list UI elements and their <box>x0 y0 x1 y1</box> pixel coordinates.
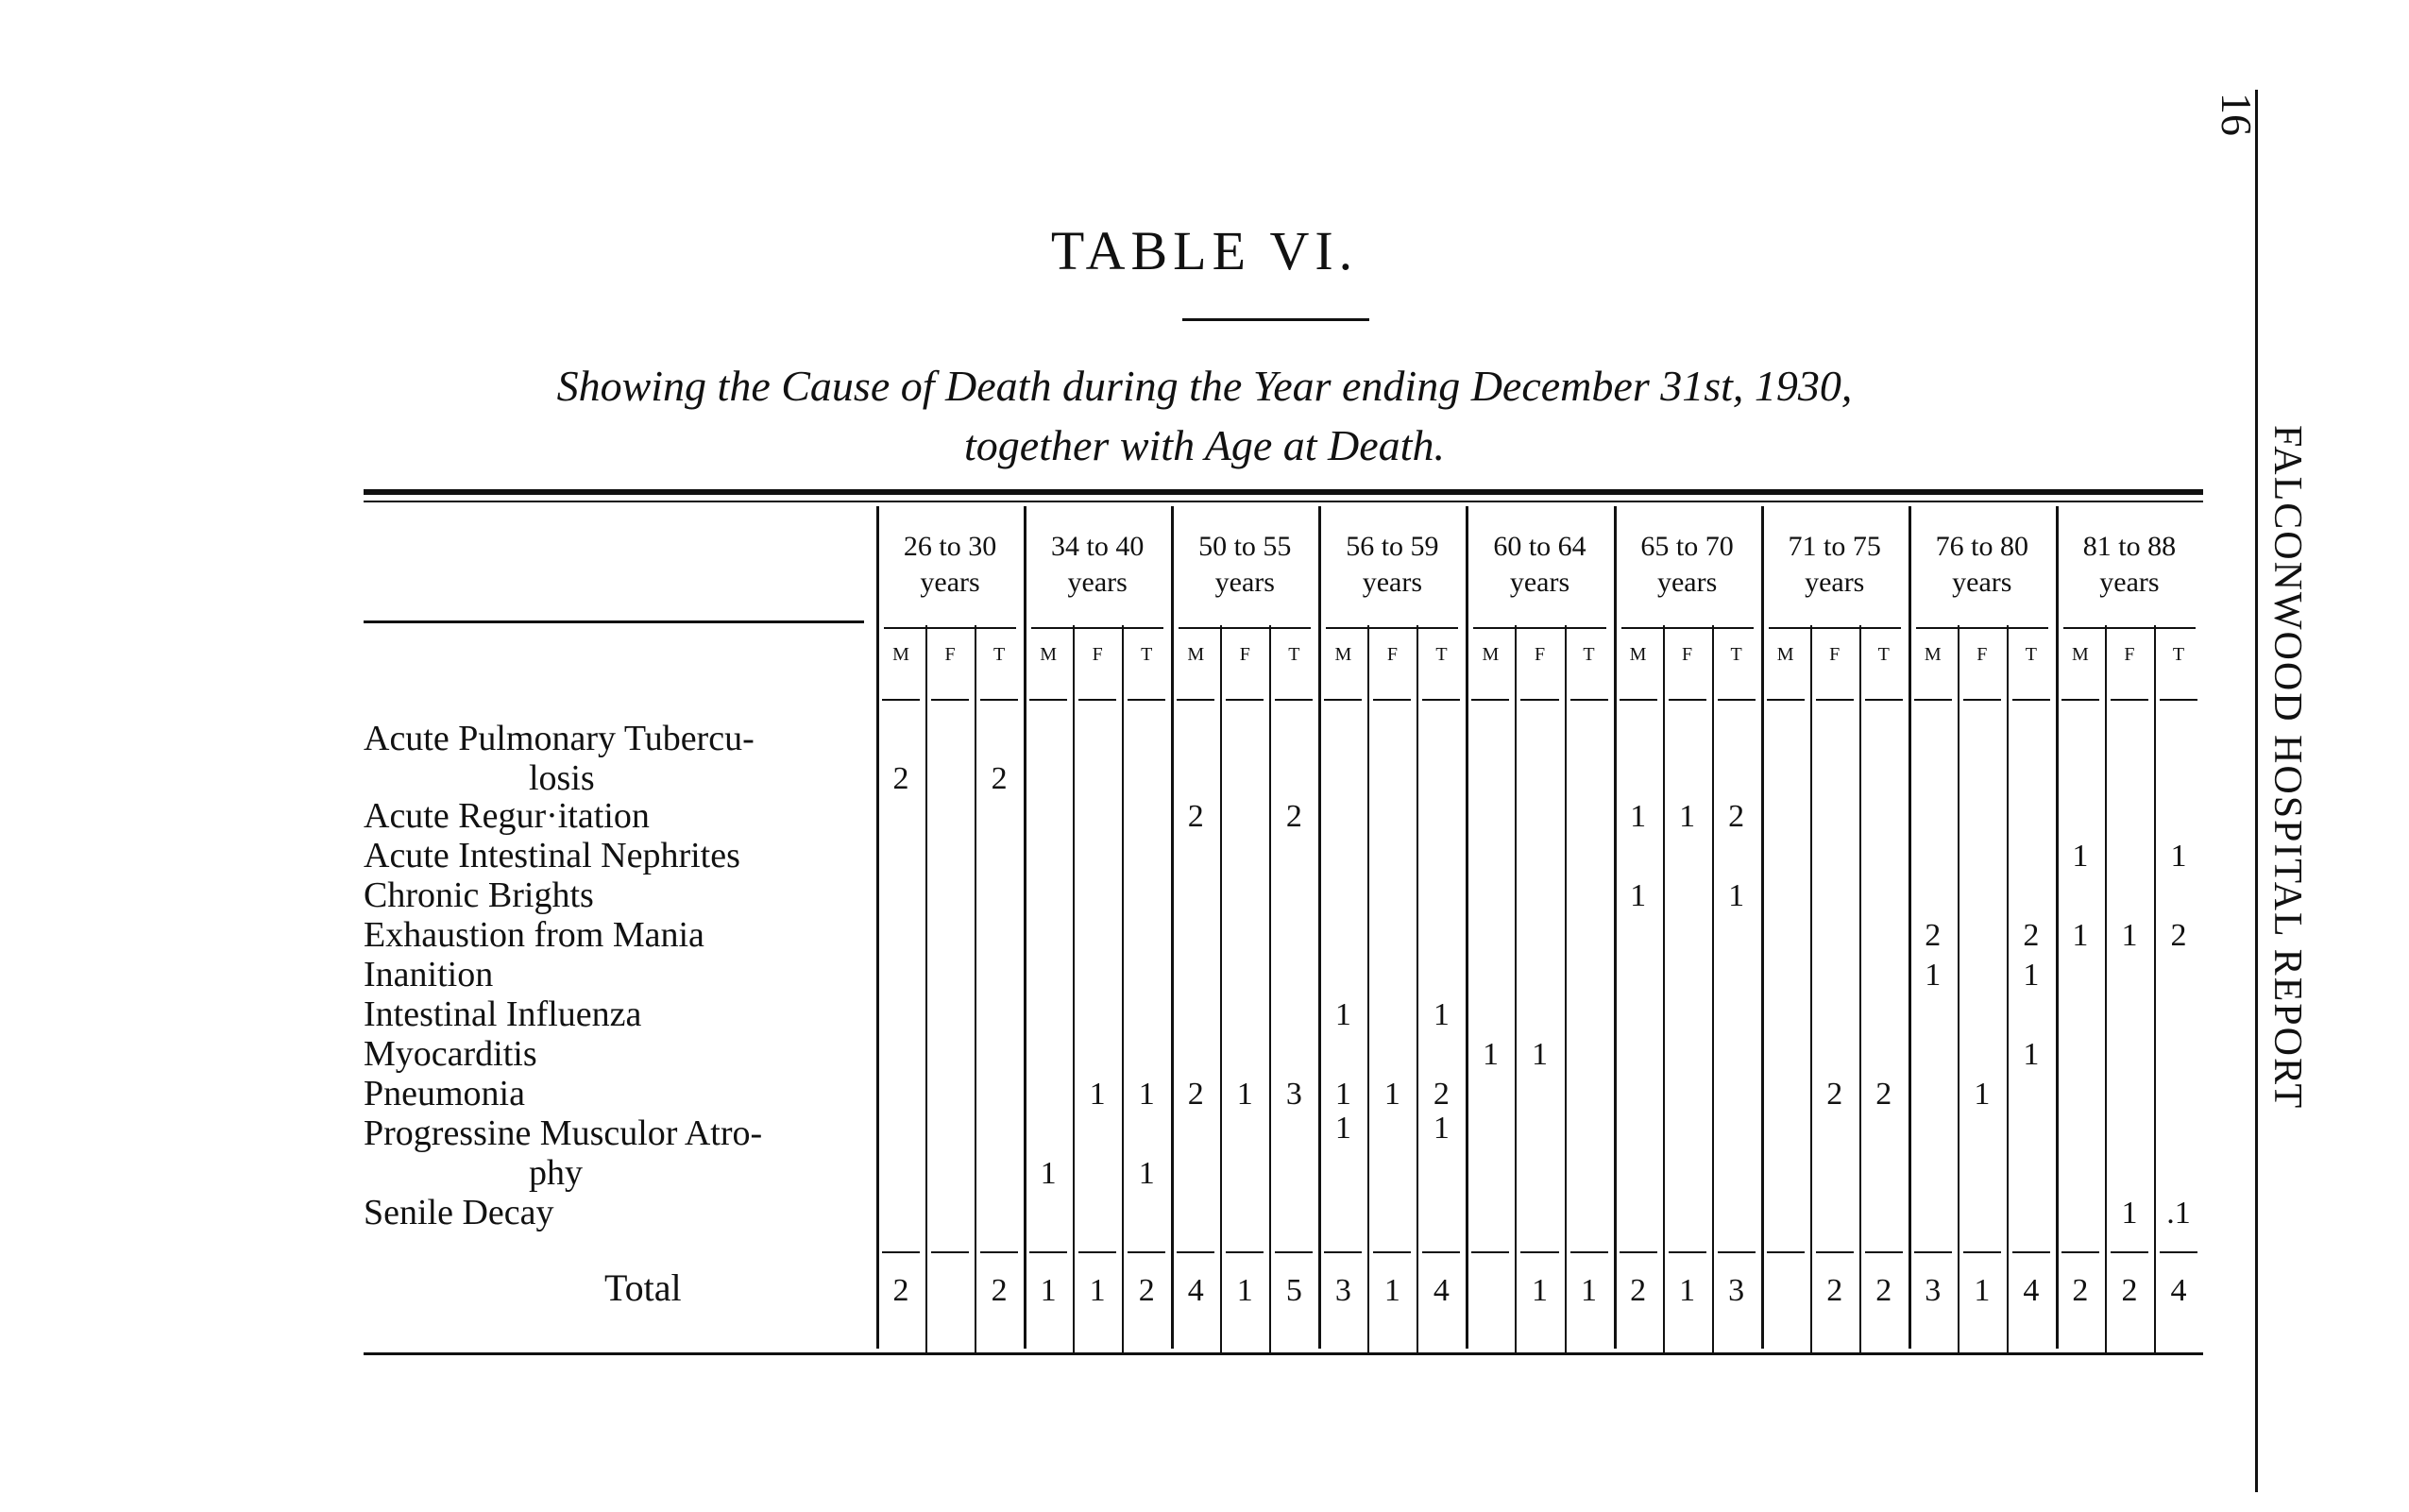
cause-label-continued <box>529 1152 583 1194</box>
column-divider <box>1565 625 1567 1352</box>
age-group-range: 56 to 59 <box>1346 531 1439 562</box>
total-overline <box>1471 1251 1509 1253</box>
age-group-header <box>1614 529 1761 601</box>
sex-column-header: T <box>1583 644 1595 665</box>
cell-value: 1 <box>1334 1111 1351 1146</box>
total-overline <box>1177 1251 1214 1253</box>
total-value: 1 <box>1679 1273 1696 1308</box>
total-value: 2 <box>892 1273 909 1308</box>
sex-column-header: F <box>1534 644 1546 665</box>
age-group-unit: years <box>1509 567 1570 598</box>
total-overline <box>1422 1251 1460 1253</box>
age-group-underline <box>1769 627 1901 629</box>
sex-column-header: T <box>2172 644 2185 665</box>
total-overline <box>2061 1251 2099 1253</box>
column-divider <box>1515 625 1517 1352</box>
cause-label <box>364 954 493 995</box>
total-overline <box>1816 1251 1854 1253</box>
cell-value: 2 <box>991 761 1008 796</box>
sex-header-underline <box>1520 699 1558 701</box>
sex-column-header: M <box>1629 644 1647 665</box>
age-group-unit: years <box>1067 567 1128 598</box>
sex-column-header: M <box>2072 644 2089 665</box>
sex-header-underline <box>1570 699 1608 701</box>
total-value: 2 <box>991 1273 1008 1308</box>
age-group-range: 71 to 75 <box>1788 531 1881 562</box>
cause-text: Intestinal Influenza <box>364 994 642 1034</box>
age-group-unit: years <box>1656 567 1718 598</box>
cell-value: 1 <box>1236 1077 1253 1112</box>
age-group-header <box>1171 529 1318 601</box>
total-overline <box>1128 1251 1165 1253</box>
sex-header-underline <box>1324 699 1362 701</box>
table-subtitle-line1: Showing the Cause of Death during the Year ending December 31st, 1930, <box>556 362 1853 410</box>
total-overline <box>1767 1251 1805 1253</box>
total-value: 4 <box>1433 1273 1450 1308</box>
total-value: 1 <box>1974 1273 1991 1308</box>
cell-value: 1 <box>2072 839 2089 874</box>
sex-header-underline <box>2012 699 2050 701</box>
total-value: 4 <box>1187 1273 1204 1308</box>
total-value: 1 <box>1089 1273 1106 1308</box>
column-divider <box>1810 625 1812 1352</box>
cell-value: 1 <box>1925 958 1942 993</box>
age-group-divider <box>2056 506 2059 1349</box>
total-value: 2 <box>1826 1273 1843 1308</box>
cause-text: Myocarditis <box>364 1034 537 1074</box>
cause-label <box>364 914 704 956</box>
total-value: 2 <box>1138 1273 1155 1308</box>
sex-header-underline <box>1275 699 1313 701</box>
sex-header-underline <box>882 699 920 701</box>
total-value: 2 <box>2072 1273 2089 1308</box>
total-overline <box>1570 1251 1608 1253</box>
age-group-underline <box>1031 627 1163 629</box>
cause-text: Exhaustion from Mania <box>364 915 704 955</box>
age-group-unit: years <box>1214 567 1275 598</box>
age-group-divider <box>1909 506 1911 1349</box>
sex-header-underline <box>931 699 969 701</box>
cause-text: Acute Intestinal Nephrites <box>364 836 740 875</box>
sex-column-header: M <box>1334 644 1352 665</box>
total-value: 1 <box>1383 1273 1400 1308</box>
sex-header-underline <box>980 699 1018 701</box>
age-group-range: 76 to 80 <box>1935 531 2028 562</box>
column-divider <box>1073 625 1075 1352</box>
cell-value: .1 <box>2166 1196 2191 1231</box>
cell-value: 2 <box>1187 1077 1204 1112</box>
age-group-unit: years <box>1952 567 2012 598</box>
cell-value: 2 <box>1285 799 1302 834</box>
cell-value: 2 <box>1433 1077 1450 1112</box>
sex-column-header: F <box>944 644 956 665</box>
total-value: 2 <box>2121 1273 2138 1308</box>
cell-value: 2 <box>1925 918 1942 953</box>
age-group-header <box>2056 529 2203 601</box>
sex-column-header: T <box>1435 644 1448 665</box>
total-overline <box>1078 1251 1116 1253</box>
sex-header-underline <box>1029 699 1067 701</box>
sex-header-underline <box>1177 699 1214 701</box>
total-overline <box>1669 1251 1706 1253</box>
sex-column-header: M <box>1187 644 1205 665</box>
column-divider <box>925 625 927 1352</box>
cell-value: 2 <box>2023 918 2040 953</box>
cell-value: 1 <box>1728 878 1745 913</box>
cell-value: 1 <box>1433 1111 1450 1146</box>
age-group-range: 34 to 40 <box>1050 531 1145 562</box>
age-group-divider <box>1466 506 1468 1349</box>
age-group-range: 60 to 64 <box>1493 531 1586 562</box>
age-group-divider <box>1024 506 1026 1349</box>
total-value: 1 <box>1236 1273 1253 1308</box>
age-group-divider <box>1171 506 1174 1349</box>
column-divider <box>1712 625 1714 1352</box>
cause-text: Pneumonia <box>364 1074 525 1113</box>
total-overline <box>1226 1251 1264 1253</box>
sex-header-underline <box>1718 699 1756 701</box>
cause-label <box>364 875 594 916</box>
age-group-header <box>1024 529 1171 601</box>
total-value: 3 <box>1925 1273 1942 1308</box>
age-group-unit: years <box>1805 567 1865 598</box>
total-value: 1 <box>1532 1273 1548 1308</box>
cell-value: 1 <box>1383 1077 1400 1112</box>
sex-column-header: T <box>1877 644 1890 665</box>
total-overline <box>882 1251 920 1253</box>
cell-value: 2 <box>1728 799 1745 834</box>
cell-value: 1 <box>1334 997 1351 1032</box>
sex-column-header: T <box>1730 644 1742 665</box>
cell-value: 2 <box>2170 918 2187 953</box>
table-subtitle-line2: together with Age at Death. <box>964 421 1445 469</box>
table-bottom-rule <box>364 1352 2203 1355</box>
cell-value: 1 <box>1138 1156 1155 1191</box>
table-top-rule-thin <box>364 501 2203 502</box>
sex-header-underline <box>1816 699 1854 701</box>
sex-column-header: F <box>1682 644 1693 665</box>
cause-text: Acute Pulmonary Tubercu- <box>364 719 755 758</box>
age-group-underline <box>1621 627 1754 629</box>
cause-label <box>364 1192 554 1233</box>
total-value: 2 <box>1630 1273 1647 1308</box>
total-value: 4 <box>2170 1273 2187 1308</box>
sex-column-header: F <box>1239 644 1250 665</box>
cell-value: 1 <box>2170 839 2187 874</box>
age-group-underline <box>884 627 1016 629</box>
cell-value: 1 <box>2023 1037 2040 1072</box>
cause-text-continued: phy <box>529 1153 583 1193</box>
cell-value: 1 <box>1040 1156 1057 1191</box>
sex-column-header: T <box>2025 644 2037 665</box>
age-group-range: 26 to 30 <box>903 531 997 562</box>
age-group-range: 50 to 55 <box>1198 531 1292 562</box>
table-title: TABLE VI. <box>1050 220 1359 281</box>
cell-value: 2 <box>1826 1077 1843 1112</box>
cell-value: 1 <box>1089 1077 1106 1112</box>
sex-header-underline <box>2160 699 2197 701</box>
column-divider <box>1859 625 1861 1352</box>
cause-label <box>364 1073 525 1114</box>
sex-column-header: M <box>1924 644 1942 665</box>
cause-text: Inanition <box>364 955 494 994</box>
cell-value: 2 <box>892 761 909 796</box>
age-group-unit: years <box>1362 567 1423 598</box>
cause-text: Acute Regur·itation <box>364 796 650 836</box>
total-overline <box>1373 1251 1411 1253</box>
cell-value: 1 <box>2072 918 2089 953</box>
cause-text-continued: losis <box>529 758 595 798</box>
title-rule <box>1182 318 1369 321</box>
total-overline <box>1324 1251 1362 1253</box>
cause-text: Progressine Musculor Atro- <box>364 1113 763 1153</box>
age-group-range: 81 to 88 <box>2082 531 2177 562</box>
sex-header-underline <box>1078 699 1116 701</box>
column-divider <box>1367 625 1369 1352</box>
sex-column-header: M <box>1482 644 1500 665</box>
sex-column-header: F <box>1829 644 1841 665</box>
sex-column-header: M <box>1040 644 1058 665</box>
total-value: 5 <box>1285 1273 1302 1308</box>
cell-value: 3 <box>1285 1077 1302 1112</box>
running-title: FALCONWOOD HOSPITAL REPORT <box>2265 425 2309 1111</box>
age-group-divider <box>1318 506 1321 1349</box>
age-group-unit: years <box>2099 567 2160 598</box>
cause-label <box>364 718 755 759</box>
cell-value: 1 <box>2121 1196 2138 1231</box>
age-group-underline <box>1473 627 1605 629</box>
sex-header-underline <box>1471 699 1509 701</box>
column-divider <box>2007 625 2009 1352</box>
cell-value: 1 <box>1974 1077 1991 1112</box>
cause-label <box>364 1113 762 1154</box>
sex-column-header: F <box>1092 644 1103 665</box>
age-group-header <box>1318 529 1466 601</box>
cause-text: Senile Decay <box>364 1193 554 1232</box>
age-group-underline <box>2063 627 2196 629</box>
sex-header-underline <box>1226 699 1264 701</box>
page-number: 16 <box>2213 93 2261 136</box>
total-overline <box>931 1251 969 1253</box>
cause-label <box>364 994 641 1035</box>
sex-column-header: T <box>1141 644 1153 665</box>
cell-value: 1 <box>1138 1077 1155 1112</box>
age-group-header <box>1909 529 2056 601</box>
total-value: 3 <box>1334 1273 1351 1308</box>
total-overline <box>1029 1251 1067 1253</box>
age-group-divider <box>876 506 879 1349</box>
cell-value: 1 <box>1630 799 1647 834</box>
age-group-range: 65 to 70 <box>1640 531 1734 562</box>
total-overline <box>2160 1251 2197 1253</box>
age-group-header <box>876 529 1024 601</box>
total-value: 4 <box>2023 1273 2040 1308</box>
column-divider <box>1122 625 1124 1352</box>
sex-header-underline <box>1767 699 1805 701</box>
cell-value: 1 <box>2121 918 2138 953</box>
total-overline <box>1865 1251 1903 1253</box>
stub-header-rule <box>364 620 864 623</box>
total-overline <box>1914 1251 1952 1253</box>
age-group-header <box>1761 529 1909 601</box>
cause-label <box>364 795 650 837</box>
sex-column-header: F <box>1386 644 1398 665</box>
age-group-underline <box>1179 627 1311 629</box>
cell-value: 1 <box>1532 1037 1548 1072</box>
total-overline <box>2012 1251 2050 1253</box>
cell-value: 1 <box>1679 799 1696 834</box>
total-overline <box>2111 1251 2148 1253</box>
column-divider <box>2154 625 2156 1352</box>
column-divider <box>2105 625 2107 1352</box>
total-overline <box>1620 1251 1657 1253</box>
total-value: 3 <box>1728 1273 1745 1308</box>
cause-label-continued <box>529 757 595 799</box>
total-value: 2 <box>1875 1273 1892 1308</box>
column-divider <box>975 625 976 1352</box>
sex-column-header: M <box>892 644 909 665</box>
sex-header-underline <box>2061 699 2099 701</box>
age-group-underline <box>1326 627 1458 629</box>
sex-column-header: M <box>1776 644 1794 665</box>
column-divider <box>1269 625 1271 1352</box>
sex-column-header: T <box>1288 644 1300 665</box>
sex-header-underline <box>1865 699 1903 701</box>
cell-value: 2 <box>1187 799 1204 834</box>
sex-header-underline <box>1422 699 1460 701</box>
sex-column-header: F <box>1976 644 1988 665</box>
column-divider <box>1663 625 1665 1352</box>
total-value: 1 <box>1581 1273 1598 1308</box>
cell-value: 1 <box>1334 1077 1351 1112</box>
sex-header-underline <box>1620 699 1657 701</box>
total-overline <box>1963 1251 2001 1253</box>
age-group-unit: years <box>920 567 980 598</box>
age-group-divider <box>1614 506 1617 1349</box>
margin-rule <box>2255 90 2258 1492</box>
column-divider <box>1417 625 1418 1352</box>
column-divider <box>1958 625 1959 1352</box>
total-overline <box>980 1251 1018 1253</box>
age-group-header <box>1466 529 1613 601</box>
sex-header-underline <box>1128 699 1165 701</box>
total-overline <box>1520 1251 1558 1253</box>
column-divider <box>1220 625 1222 1352</box>
cell-value: 2 <box>1875 1077 1892 1112</box>
sex-header-underline <box>1963 699 2001 701</box>
table-top-rule <box>364 489 2203 495</box>
cell-value: 1 <box>2023 958 2040 993</box>
total-value: 1 <box>1040 1273 1057 1308</box>
sex-header-underline <box>1669 699 1706 701</box>
sex-header-underline <box>1373 699 1411 701</box>
cell-value: 1 <box>1482 1037 1499 1072</box>
total-label: Total <box>604 1266 682 1309</box>
cell-value: 1 <box>1433 997 1450 1032</box>
total-overline <box>1718 1251 1756 1253</box>
cause-label <box>364 1033 537 1075</box>
cause-label <box>364 835 740 876</box>
sex-column-header: F <box>2124 644 2135 665</box>
sex-column-header: T <box>992 644 1006 665</box>
age-group-divider <box>1761 506 1764 1349</box>
cause-text: Chronic Brights <box>364 875 594 915</box>
sex-header-underline <box>2111 699 2148 701</box>
cell-value: 1 <box>1630 878 1647 913</box>
sex-header-underline <box>1914 699 1952 701</box>
total-overline <box>1275 1251 1313 1253</box>
age-group-underline <box>1916 627 2048 629</box>
